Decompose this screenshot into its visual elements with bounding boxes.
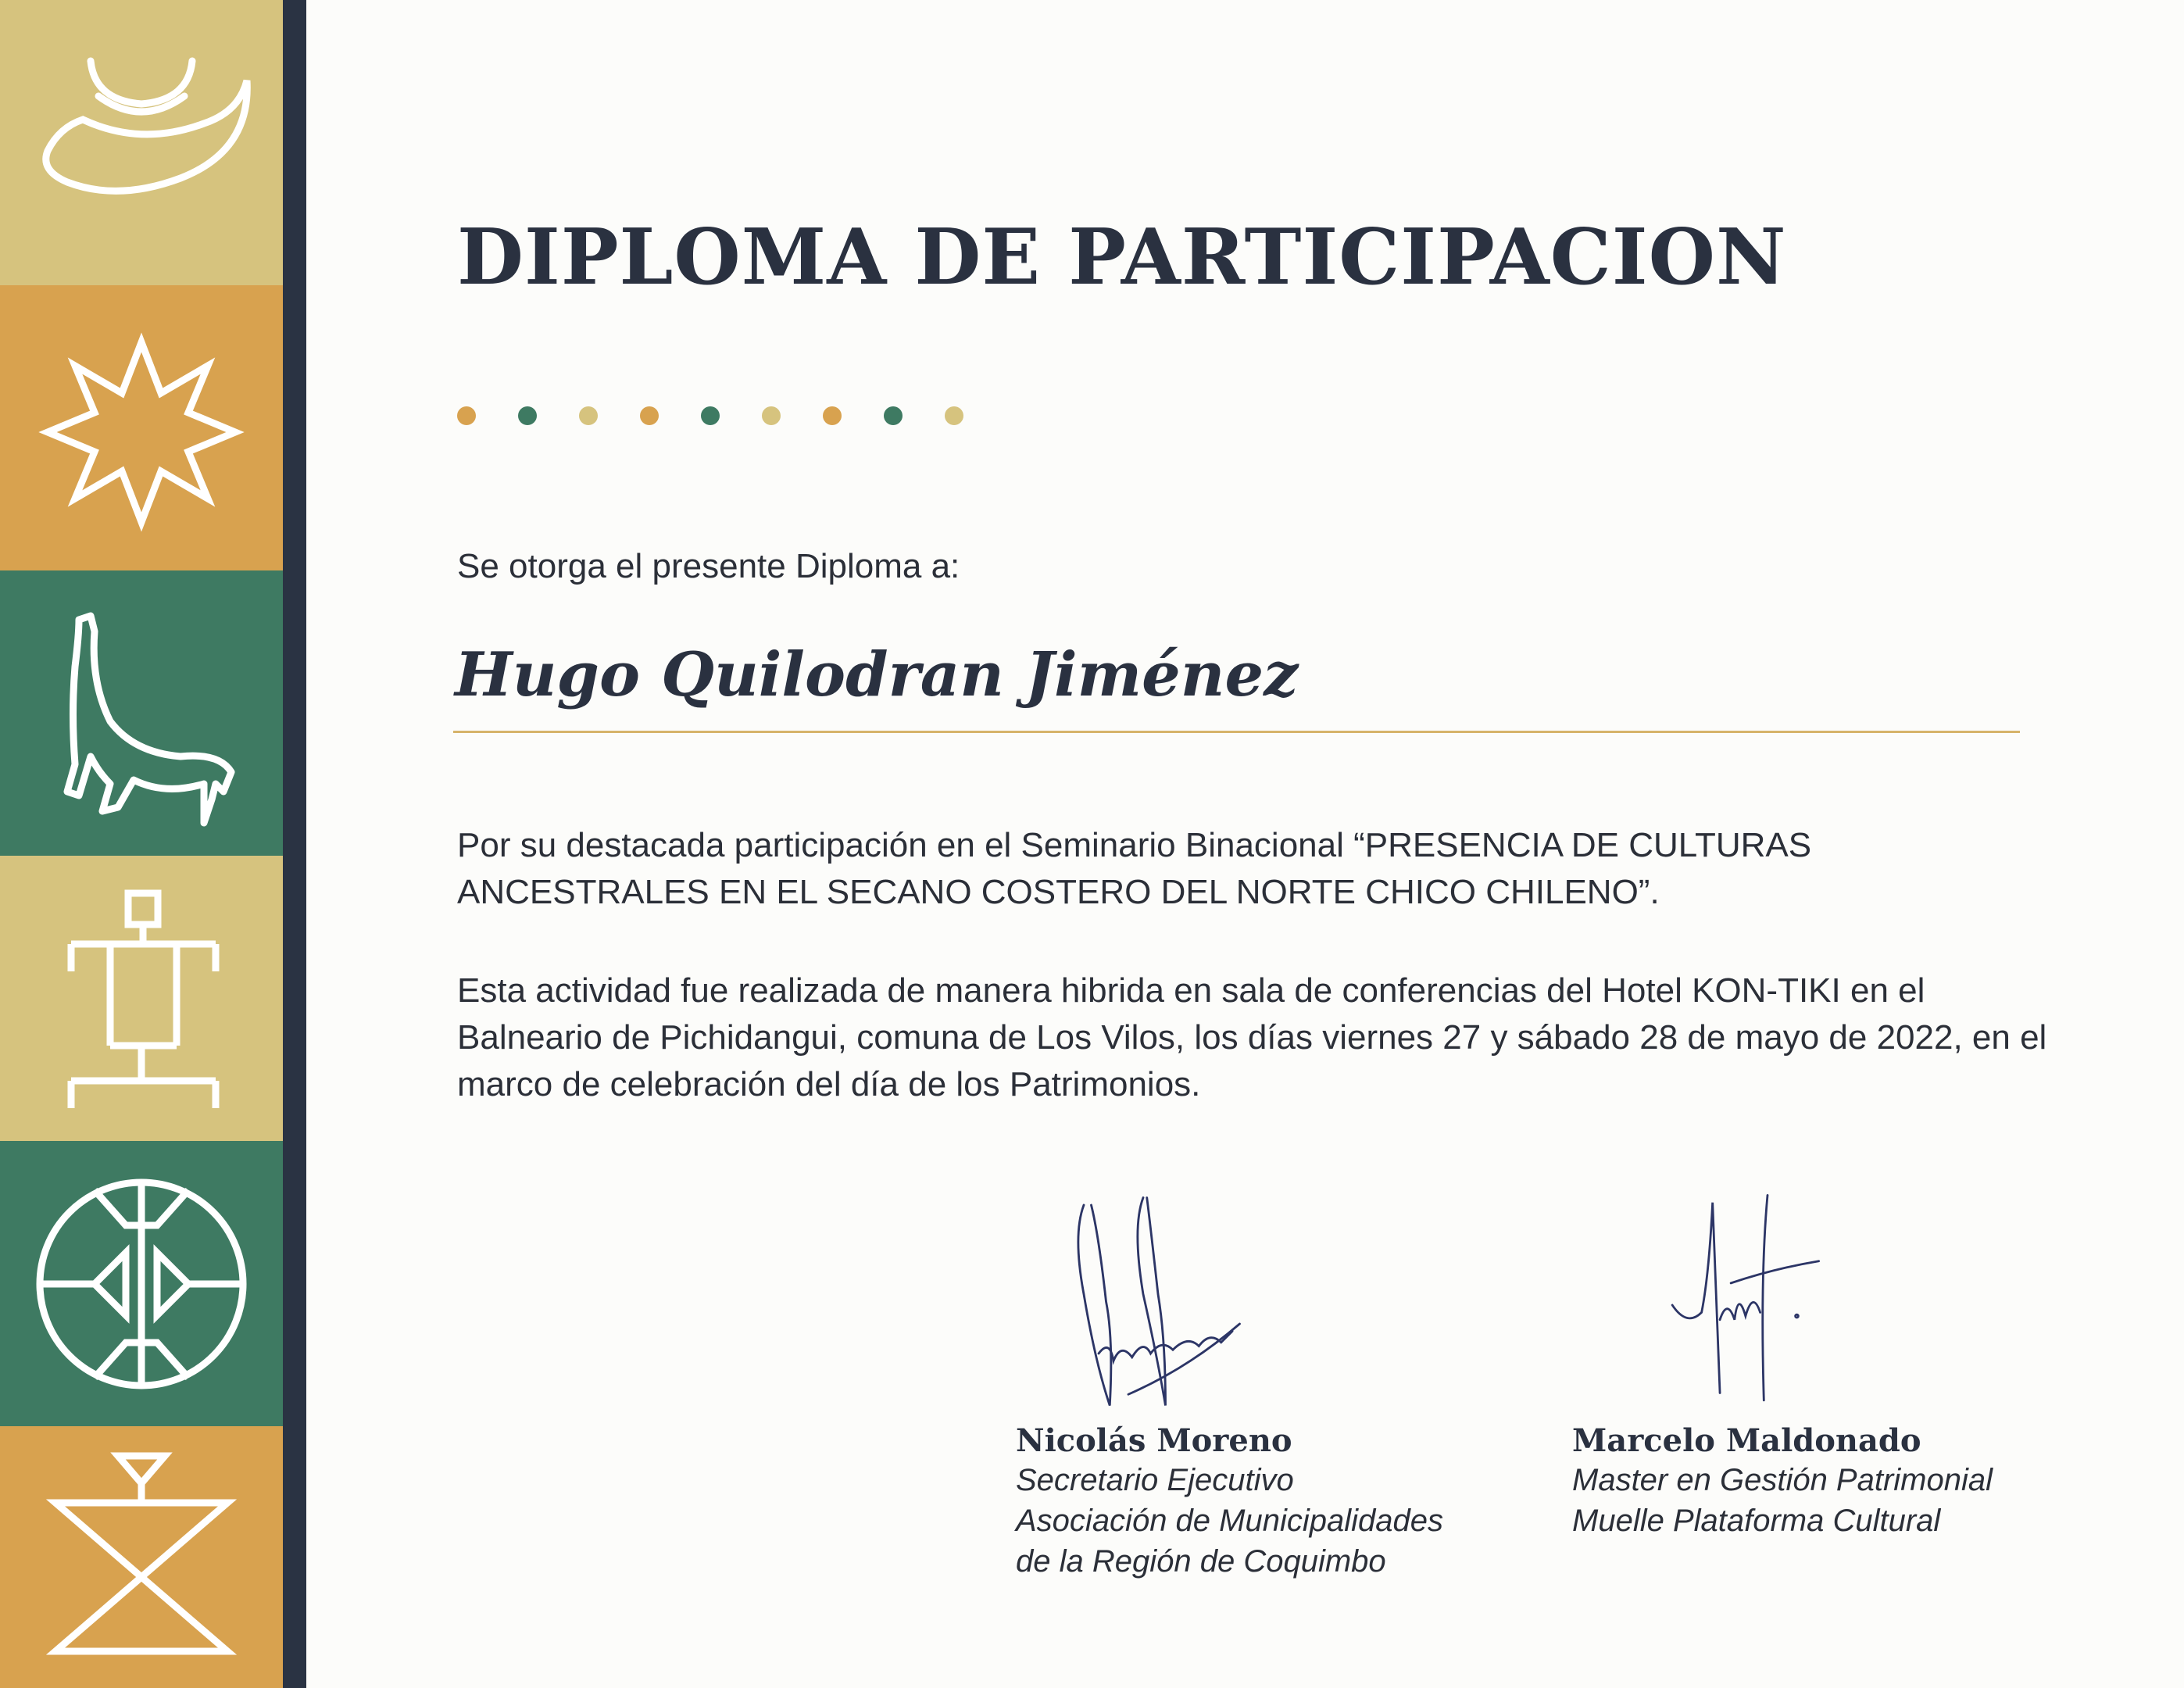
band-panel — [0, 0, 283, 285]
decorative-dot — [945, 406, 963, 425]
handwritten-signature-1 — [1039, 1188, 1336, 1430]
band-panel — [0, 1426, 283, 1688]
recipient-underline — [453, 731, 2020, 733]
decorative-dot — [762, 406, 781, 425]
decorative-dot — [884, 406, 903, 425]
decorative-dot — [579, 406, 598, 425]
handwritten-signature-2 — [1650, 1188, 1885, 1422]
wheel-icon — [24, 1167, 259, 1401]
signer-name: Nicolás Moreno — [1016, 1422, 1292, 1459]
signer-organization: Asociación de Municipalidades — [1016, 1504, 1443, 1538]
band-panel — [0, 285, 283, 570]
diploma-title: DIPLOMA DE PARTICIPACION — [457, 213, 1787, 302]
signature-block-2 — [1572, 1188, 2057, 1579]
figure-icon — [24, 882, 259, 1116]
band-panel — [0, 570, 283, 856]
intro-text: Se otorga el presente Diploma a: — [457, 547, 960, 585]
hourglass-icon — [24, 1440, 259, 1675]
signer-organization: Muelle Plataforma Cultural — [1572, 1504, 1941, 1538]
decorative-dot — [823, 406, 842, 425]
participation-paragraph: Por su destacada participación en el Seminario Binacional “PRESENCIA DE CULTURAS ANCESTRALES EN EL SECANO COSTERO DEL NORTE CHICO CHILENO”. — [457, 826, 1812, 911]
signature-block-1 — [1016, 1188, 1563, 1594]
signer-name: Marcelo Maldonado — [1572, 1422, 1921, 1459]
recipient-name: Hugo Quilodran Jiménez — [455, 639, 1299, 710]
signer-organization-line-2: de la Región de Coquimbo — [1016, 1544, 1386, 1579]
llama-icon — [24, 596, 259, 831]
decorative-dot — [701, 406, 720, 425]
decorative-band — [0, 0, 283, 1688]
band-panel — [0, 1141, 283, 1426]
decorative-dot — [518, 406, 537, 425]
decorative-dot — [457, 406, 476, 425]
signer-role: Secretario Ejecutivo — [1016, 1463, 1294, 1497]
signer-role: Master en Gestión Patrimonial — [1572, 1463, 1993, 1497]
bowl-icon — [24, 26, 259, 260]
navy-divider — [283, 0, 306, 1688]
band-panel — [0, 856, 283, 1141]
activity-paragraph: Esta actividad fue realizada de manera hibrida en sala de conferencias del Hotel KON-TIKI en el Balneario de Pichidangui, comuna de Los Vilos, los días viernes 27 y sábado 28 de mayo de 2022, en el marco de celebración del día de los Patrimonios. — [457, 971, 2047, 1103]
decorative-dot — [640, 406, 659, 425]
star-icon — [24, 311, 259, 545]
